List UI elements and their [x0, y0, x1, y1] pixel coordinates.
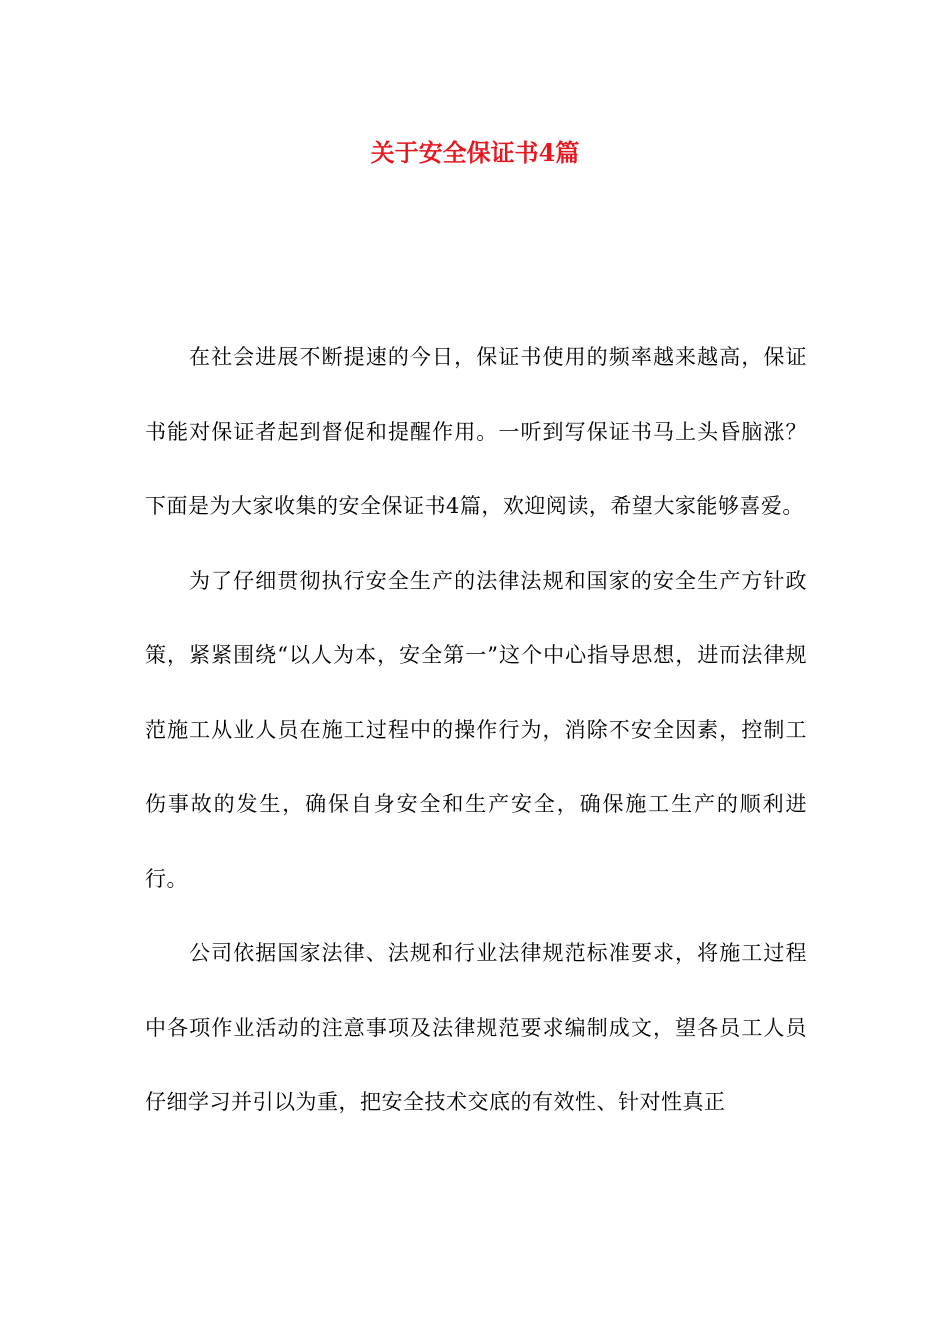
paragraph-intro: 在社会进展不断提速的今日，保证书使用的频率越来越高，保证书能对保证者起到督促和提醒作用。一听到写保证书马上头昏脑涨？下面是为大家收集的安全保证书4篇，欢迎阅读，希望大家能够喜爱。 — [145, 345, 807, 518]
document-body — [145, 320, 807, 1140]
document-title: 关于安全保证书4篇 — [370, 138, 580, 167]
paragraph-purpose: 为了仔细贯彻执行安全生产的法律法规和国家的安全生产方针政策，紧紧围绕“以人为本，安全第一”这个中心指导思想，进而法律规范施工从业人员在施工过程中的操作行为，消除不安全因素，控制工伤事故的发生，确保自身安全和生产安全，确保施工生产的顺利进行。 — [145, 568, 807, 891]
paragraph-company: 公司依据国家法律、法规和行业法律规范标准要求，将施工过程中各项作业活动的注意事项及法律规范要求编制成文，望各员工人员仔细学习并引以为重，把安全技术交底的有效性、针对性真正 — [145, 941, 807, 1114]
